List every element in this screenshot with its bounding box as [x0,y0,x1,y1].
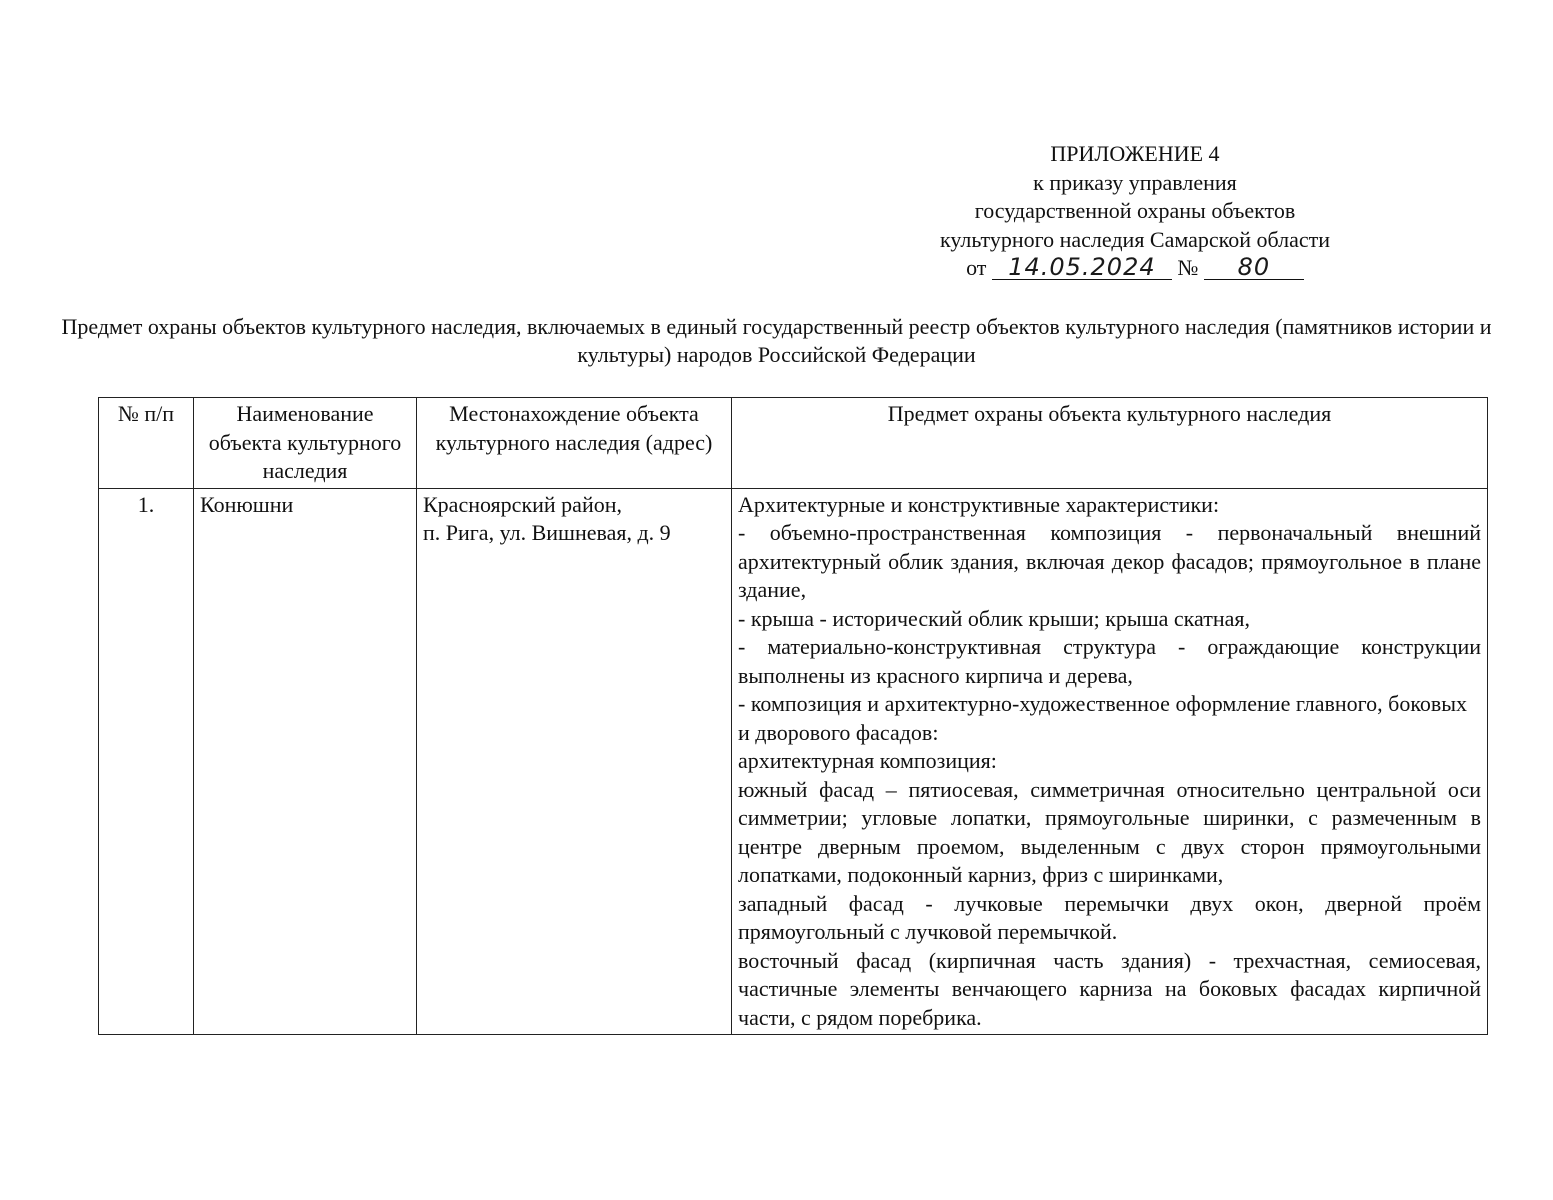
row-number: 1. [99,488,194,1035]
appendix-line-3: культурного наследия Самарской области [939,226,1331,252]
header-address: Местонахождение объекта культурного наследия (адрес) [417,398,732,489]
subject-paragraph: - материально-конструктивная структура - ограждающие конструкции выполнены из красного кирпича и дерева, [738,634,1481,688]
header-number: № п/п [99,398,194,489]
subject-paragraph: южный фасад – пятиосевая, симметричная относительно центральной оси симметрии; угловые лопатки, прямоугольные ширинки, с размеченным в центре дверным проемом, выделенным с двух сторон прямоугольными лопатками, подоконный карниз, фриз с ширинками, [738,776,1481,887]
handwritten-number: 80 [1204,255,1304,280]
appendix-line-1: к приказу управления [1033,169,1237,195]
protection-subject [732,488,1488,1035]
document-title: Предмет охраны объектов культурного наследия, включаемых в единый государственный реестр объектов культурного наследия (памятников истории и культуры) народов Российской Федерации [61,314,1492,367]
subject-paragraph: восточный фасад (кирпичная часть здания) - трехчастная, семиосевая, частичные элементы венчающего карниза на боковых фасадах кирпичной части, с рядом поребрика. [738,947,1481,1030]
header-protection-subject: Предмет охраны объекта культурного наследия [732,398,1488,489]
address-line-2: п. Рига, ул. Вишневая, д. 9 [423,520,671,545]
protection-subject-table [98,397,1488,1035]
order-date-number-line [900,254,1370,283]
subject-paragraph: - крыша - исторический облик крыши; крыша скатная, [738,605,1250,631]
subject-paragraph: - композиция и архитектурно-художественное оформление главного, боковых и дворового фасадов: [738,691,1468,745]
handwritten-date: 14.05.2024 [992,255,1172,280]
subject-paragraph: западный фасад - лучковые перемычки двух окон, дверной проём прямоугольный с лучковой перемычкой. [738,890,1481,944]
appendix-block [900,140,1370,283]
subject-paragraph: Архитектурные и конструктивные характеристики: [738,491,1220,517]
header-object-name: Наименование объекта культурного наследия [194,398,417,489]
subject-paragraph: - объемно-пространственная композиция - первоначальный внешний архитектурный облик здания, включая декор фасадов; прямоугольное в плане здание, [738,520,1481,602]
object-name: Конюшни [194,488,417,1035]
object-address [417,488,732,1035]
number-prefix: № [1177,255,1199,280]
table-row [99,488,1488,1035]
table-header-row [99,398,1488,489]
address-line-1: Красноярский район, [423,491,622,517]
date-prefix: от [966,255,987,280]
subject-paragraph: архитектурная композиция: [738,748,997,773]
appendix-line-2: государственной охраны объектов [974,198,1296,223]
appendix-title: ПРИЛОЖЕНИЕ 4 [1050,141,1220,166]
